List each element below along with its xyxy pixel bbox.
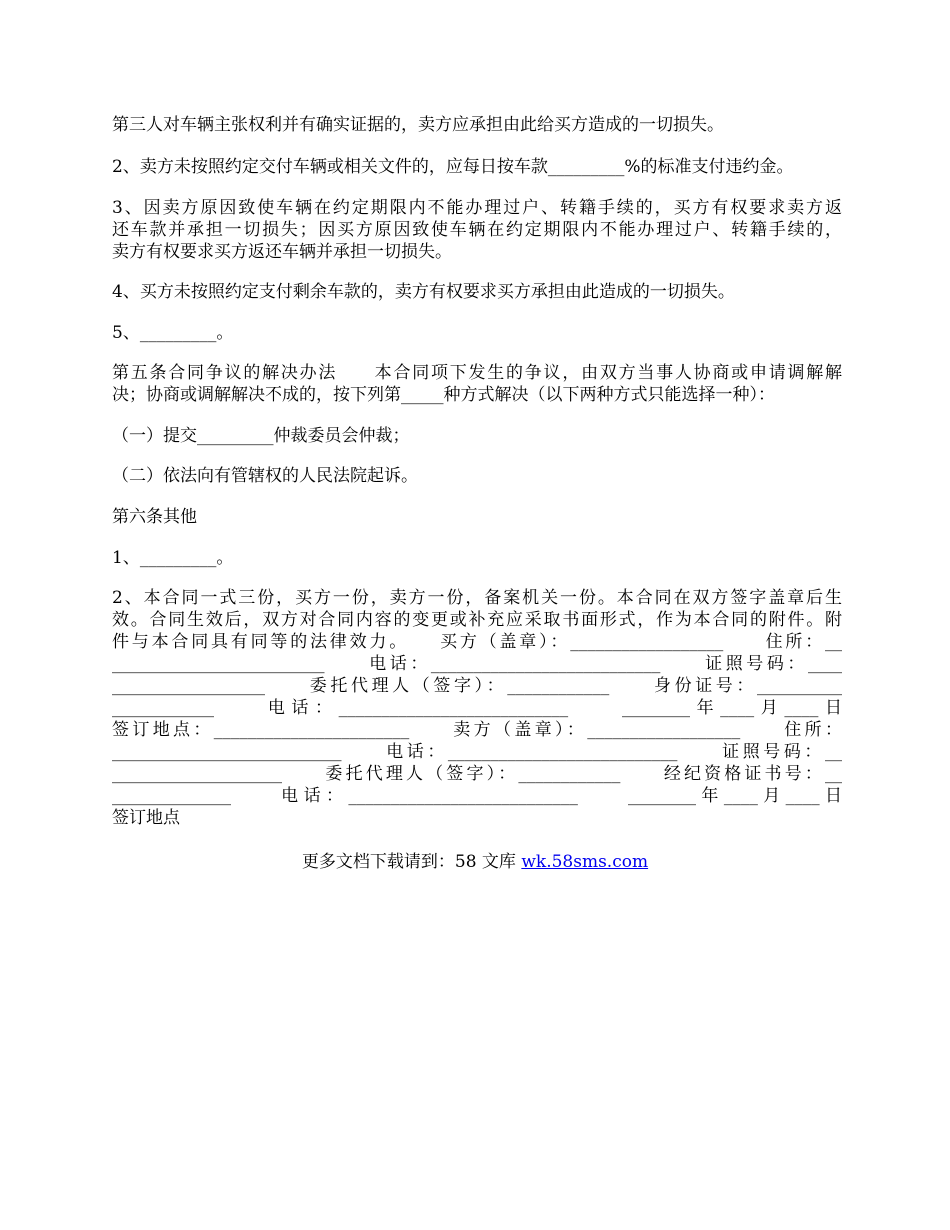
paragraph-clause-2: 2、卖方未按照约定交付车辆或相关文件的，应每日按车款_________%的标准支付违约金。 (112, 157, 794, 177)
paragraph-line: _________________________ 电话：___________________________ 证照号码：____ (112, 654, 842, 674)
heading-article-6: 第六条其他 (112, 507, 197, 527)
paragraph-line: 卖方有权要求买方返还车辆并承担一切损失。 (112, 242, 452, 262)
paragraph-line: ______________ 电话：___________________________ ________年____月____日 (112, 786, 842, 806)
paragraph-line: ____________ 电话：___________________________ ________年____月____日 (112, 698, 842, 718)
paragraph-article-5 (112, 362, 842, 406)
paragraph-article-6-item-2 (112, 587, 842, 829)
paragraph-line: 决；协商或调解解决不成的，按下列第_____种方式解决（以下两种方式只能选择一种）： (112, 385, 775, 405)
paragraph-line: 签订地点 (112, 808, 180, 828)
paragraph-line: 效。合同生效后，双方对合同内容的变更或补充应采取书面形式，作为本合同的附件。附 (112, 610, 842, 630)
paragraph-line: 2、本合同一式三份，买方一份，卖方一份，备案机关一份。本合同在双方签字盖章后生 (112, 588, 842, 608)
footer-link[interactable]: wk.58sms.com (521, 852, 649, 872)
paragraph-clause-3 (112, 197, 842, 263)
paragraph-line: 还车款并承担一切损失；因买方原因致使车辆在约定期限内不能办理过户、转籍手续的， (112, 220, 842, 240)
paragraph-option-2: （二）依法向有管辖权的人民法院起诉。 (112, 466, 418, 486)
paragraph-line: __________________ 委托代理人（签字）：____________ 身份证号：__________ (112, 676, 842, 696)
paragraph-line: ___________________________ 电话：___________________________ 证照号码：__ (112, 742, 842, 762)
footer-text: 更多文档下载请到：58 文库 (301, 852, 522, 872)
paragraph-line: 件与本合同具有同等的法律效力。 买方（盖章）：__________________ 住所：__ (112, 632, 842, 652)
paragraph-clause-4: 4、买方未按照约定支付剩余车款的，卖方有权要求买方承担由此造成的一切损失。 (112, 282, 735, 302)
footer-download-note (0, 851, 950, 873)
paragraph-line: 3、因卖方原因致使车辆在约定期限内不能办理过户、转籍手续的，买方有权要求卖方返 (112, 198, 842, 218)
paragraph-article-6-item-1: 1、_________。 (112, 548, 234, 568)
paragraph-line: ____________________ 委托代理人（签字）：____________ 经纪资格证书号：__ (112, 764, 842, 784)
paragraph-option-1: （一）提交_________仲裁委员会仲裁； (112, 426, 410, 446)
paragraph-clause-5: 5、_________。 (112, 323, 234, 343)
paragraph-third-party-claim: 第三人对车辆主张权利并有确实证据的，卖方应承担由此给买方造成的一切损失。 (112, 115, 724, 135)
paragraph-line: 第五条合同争议的解决办法 本合同项下发生的争议，由双方当事人协商或申请调解解 (112, 363, 842, 383)
paragraph-line: 签订地点：_______________________ 卖方（盖章）：__________________ 住所： (112, 720, 842, 740)
